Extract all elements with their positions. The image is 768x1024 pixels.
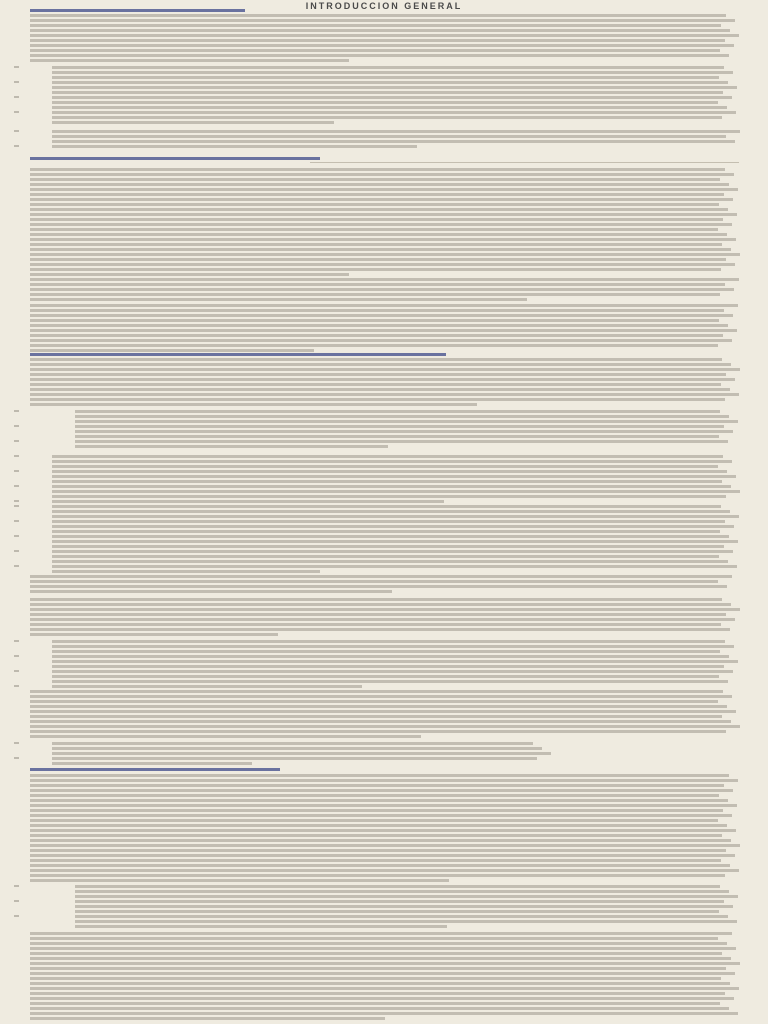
section-heading (30, 768, 280, 771)
text-line (30, 59, 349, 62)
text-line (30, 358, 722, 361)
bullet-line (75, 420, 738, 423)
bullet-line (52, 96, 732, 99)
text-line (30, 334, 723, 337)
text-line (30, 1007, 729, 1010)
text-line (30, 864, 730, 867)
bullet-line (75, 900, 724, 903)
bullet-line (52, 545, 724, 548)
bullet-line (52, 475, 736, 478)
text-line (30, 263, 735, 266)
text-line (30, 278, 739, 281)
bullet-line (75, 425, 724, 428)
text-line (30, 623, 721, 626)
text-line (30, 725, 740, 728)
bullet-line (52, 470, 727, 473)
bullet-marker (14, 500, 19, 502)
bullet-marker (14, 440, 19, 442)
text-line (30, 633, 278, 636)
bullet-line (52, 762, 252, 765)
text-line (30, 819, 718, 822)
bullet-line (75, 885, 720, 888)
bullet-line (52, 742, 533, 745)
text-line (30, 690, 723, 693)
text-line (30, 804, 737, 807)
text-line (30, 982, 730, 985)
text-line (30, 1017, 385, 1020)
text-line (30, 972, 735, 975)
text-line (30, 967, 726, 970)
text-line (30, 388, 730, 391)
text-line (30, 834, 722, 837)
text-line (30, 869, 739, 872)
text-line (30, 1002, 720, 1005)
text-line (30, 24, 721, 27)
bullet-line (52, 515, 739, 518)
bullet-line (52, 525, 734, 528)
bullet-line (52, 135, 726, 138)
bullet-marker (14, 520, 19, 522)
bullet-marker (14, 145, 19, 147)
bullet-line (75, 915, 728, 918)
text-line (30, 814, 732, 817)
text-line (30, 218, 723, 221)
bullet-marker (14, 915, 19, 917)
bullet-line (52, 86, 737, 89)
text-line (30, 794, 719, 797)
bullet-line (52, 91, 723, 94)
bullet-line (52, 570, 320, 573)
text-line (30, 824, 727, 827)
bullet-line (52, 665, 724, 668)
text-line (30, 208, 728, 211)
bullet-line (75, 910, 719, 913)
bullet-line (52, 675, 719, 678)
text-line (30, 283, 725, 286)
bullet-line (75, 415, 729, 418)
section-rule (310, 162, 739, 163)
bullet-line (75, 435, 719, 438)
text-line (30, 29, 730, 32)
bullet-line (75, 925, 447, 928)
bullet-marker (14, 470, 19, 472)
bullet-line (52, 752, 551, 755)
text-line (30, 368, 740, 371)
text-line (30, 992, 725, 995)
section-heading (30, 157, 320, 160)
bullet-line (52, 530, 720, 533)
text-line (30, 193, 724, 196)
text-line (30, 613, 726, 616)
text-line (30, 603, 731, 606)
bullet-line (52, 81, 728, 84)
text-line (30, 168, 725, 171)
text-line (30, 403, 477, 406)
text-line (30, 859, 721, 862)
text-line (30, 373, 726, 376)
text-line (30, 799, 728, 802)
bullet-line (75, 905, 733, 908)
text-line (30, 203, 719, 206)
text-line (30, 14, 726, 17)
text-line (30, 598, 722, 601)
bullet-line (52, 480, 722, 483)
text-line (30, 198, 733, 201)
text-line (30, 243, 722, 246)
bullet-line (75, 445, 388, 448)
bullet-line (52, 757, 537, 760)
bullet-marker (14, 455, 19, 457)
text-line (30, 288, 734, 291)
bullet-line (52, 650, 720, 653)
bullet-line (52, 500, 444, 503)
bullet-line (52, 145, 417, 148)
text-line (30, 363, 731, 366)
text-line (30, 268, 721, 271)
bullet-line (52, 490, 740, 493)
text-line (30, 695, 732, 698)
text-line (30, 273, 349, 276)
text-line (30, 942, 727, 945)
bullet-line (52, 76, 719, 79)
text-line (30, 258, 726, 261)
bullet-line (52, 455, 723, 458)
text-line (30, 585, 727, 588)
text-line (30, 774, 729, 777)
text-line (30, 253, 740, 256)
bullet-line (52, 747, 542, 750)
text-line (30, 393, 739, 396)
text-line (30, 378, 735, 381)
text-line (30, 39, 725, 42)
text-line (30, 213, 737, 216)
section-heading (30, 353, 446, 356)
text-line (30, 329, 737, 332)
text-line (30, 580, 718, 583)
bullet-line (75, 430, 733, 433)
bullet-marker (14, 81, 19, 83)
text-line (30, 248, 731, 251)
text-line (30, 383, 721, 386)
bullet-line (52, 101, 718, 104)
bullet-line (52, 540, 738, 543)
bullet-line (52, 520, 725, 523)
text-line (30, 809, 723, 812)
text-line (30, 735, 421, 738)
text-line (30, 223, 732, 226)
text-line (30, 608, 740, 611)
text-line (30, 628, 730, 631)
bullet-line (52, 460, 732, 463)
bullet-marker (14, 685, 19, 687)
text-line (30, 575, 732, 578)
text-line (30, 839, 731, 842)
bullet-marker (14, 130, 19, 132)
text-line (30, 293, 720, 296)
text-line (30, 705, 727, 708)
text-line (30, 844, 740, 847)
bullet-marker (14, 565, 19, 567)
bullet-marker (14, 111, 19, 113)
text-line (30, 720, 731, 723)
text-line (30, 233, 727, 236)
text-line (30, 952, 722, 955)
bullet-line (52, 510, 730, 513)
text-line (30, 49, 720, 52)
text-line (30, 19, 735, 22)
text-line (30, 188, 738, 191)
text-line (30, 784, 724, 787)
bullet-line (52, 670, 733, 673)
bullet-line (52, 106, 727, 109)
text-line (30, 879, 449, 882)
bullet-line (75, 920, 737, 923)
bullet-line (52, 640, 725, 643)
bullet-line (75, 440, 728, 443)
text-line (30, 874, 725, 877)
text-line (30, 309, 724, 312)
text-line (30, 937, 718, 940)
text-line (30, 854, 735, 857)
bullet-line (52, 660, 738, 663)
bullet-line (52, 140, 735, 143)
bullet-line (52, 111, 736, 114)
bullet-line (52, 71, 733, 74)
bullet-marker (14, 66, 19, 68)
text-line (30, 339, 732, 342)
bullet-line (52, 680, 728, 683)
bullet-line (52, 495, 726, 498)
text-line (30, 977, 721, 980)
text-line (30, 1012, 738, 1015)
text-line (30, 178, 720, 181)
text-line (30, 398, 725, 401)
text-line (30, 298, 527, 301)
bullet-line (75, 410, 720, 413)
text-line (30, 987, 739, 990)
bullet-line (52, 560, 728, 563)
text-line (30, 700, 718, 703)
text-line (30, 319, 719, 322)
text-line (30, 618, 735, 621)
text-line (30, 829, 736, 832)
text-line (30, 779, 738, 782)
text-line (30, 228, 718, 231)
bullet-marker (14, 670, 19, 672)
bullet-marker (14, 485, 19, 487)
bullet-marker (14, 885, 19, 887)
text-line (30, 344, 718, 347)
text-line (30, 314, 733, 317)
bullet-line (52, 555, 719, 558)
bullet-line (75, 895, 738, 898)
section-heading (30, 9, 245, 12)
bullet-marker (14, 655, 19, 657)
text-line (30, 238, 736, 241)
text-line (30, 932, 732, 935)
text-line (30, 710, 736, 713)
bullet-line (75, 890, 729, 893)
bullet-line (52, 66, 724, 69)
bullet-marker (14, 425, 19, 427)
text-line (30, 173, 734, 176)
bullet-line (52, 565, 737, 568)
text-line (30, 590, 392, 593)
text-line (30, 304, 738, 307)
bullet-line (52, 535, 729, 538)
bullet-line (52, 121, 334, 124)
text-line (30, 44, 734, 47)
text-line (30, 183, 729, 186)
text-line (30, 324, 728, 327)
text-line (30, 962, 740, 965)
text-line (30, 849, 726, 852)
text-line (30, 54, 729, 57)
bullet-marker (14, 550, 19, 552)
bullet-line (52, 685, 362, 688)
bullet-marker (14, 410, 19, 412)
bullet-marker (14, 757, 19, 759)
bullet-marker (14, 900, 19, 902)
page-title: INTRODUCCION GENERAL (305, 1, 463, 11)
bullet-marker (14, 640, 19, 642)
text-line (30, 997, 734, 1000)
bullet-marker (14, 535, 19, 537)
text-line (30, 957, 731, 960)
text-line (30, 715, 722, 718)
bullet-marker (14, 742, 19, 744)
bullet-line (52, 130, 740, 133)
bullet-line (52, 645, 734, 648)
bullet-line (52, 116, 722, 119)
bullet-line (52, 485, 731, 488)
text-line (30, 349, 314, 352)
text-line (30, 789, 733, 792)
bullet-marker (14, 96, 19, 98)
bullet-line (52, 550, 733, 553)
bullet-line (52, 465, 718, 468)
bullet-line (52, 505, 721, 508)
text-line (30, 730, 726, 733)
text-line (30, 34, 739, 37)
bullet-line (52, 655, 729, 658)
text-line (30, 947, 736, 950)
bullet-marker (14, 505, 19, 507)
